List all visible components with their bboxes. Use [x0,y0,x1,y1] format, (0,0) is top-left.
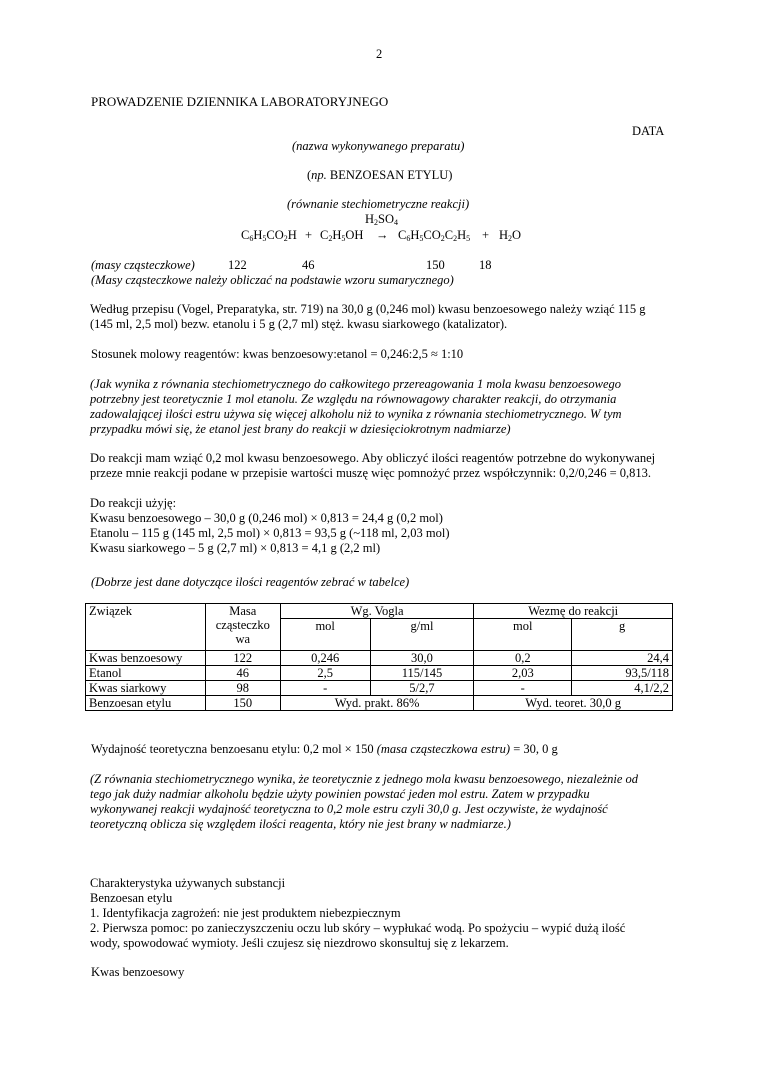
equation-plus-2: + [482,228,490,242]
masses-label: (masy cząsteczkowe) [91,258,195,272]
equation-product-water: $H_2O$ [499,228,522,243]
equation-reactant-benzoic-acid: $C_6H_5CO_2H$ [241,228,297,243]
scaling-paragraph: Do reakcji mam wziąć 0,2 mol kwasu benzoesowego. Aby obliczyć ilości reagentów potrzebne do wykonywanej przeze mnie reakcji podane w przepisie wartości muszę więc pomnożyć przez współczynnik: 0,2/0,246 = 0,813. [90,451,656,480]
mass-ethanol: 46 [302,258,315,272]
example-np: np. [311,168,327,182]
example-prefix: ( [307,168,312,182]
yield-note: (Z równania stechiometrycznego wynika, że teoretycznie z jednego mola kwasu benzoesowego, niezależnie od tego jak duży nadmiar alkoholu będzie użyty powinien powstać jeden mol estru. Zatem w przypadku wykonywanej reakcji wydajność teoretyczna to 0,2 mole estru czyli 30,0 g. Jest oczywiste, że wydajność teoretyczną oblicza się względem ilości reagenta, który nie jest brany w nadmiarze.) [90,772,639,831]
date-label: DATA [632,124,665,138]
table-note: (Dobrze jest dane dotyczące ilości reagentów zebrać w tabelce) [91,575,410,589]
table-row: Kwas siarkowy 98 - 5/2,7 - 4,1/2,2 [86,681,673,696]
reagents-table [85,603,673,711]
equation-reactant-ethanol: $C_2H_5OH$ [320,228,364,243]
usage-heading: Do reakcji użyję: [90,496,177,510]
recipe-paragraph: Według przepisu (Vogel, Preparatyka, str. 719) na 30,0 g (0,246 mol) kwasu benzoesowego należy wziąć 115 g (145 ml, 2,5 mol) bezw. etanolu i 5 g (2,7 ml) stęż. kwasu siarkowego (katalizator). [90,302,646,331]
example-compound [307,168,452,183]
example-name: BENZOESAN ETYLU) [326,168,453,182]
subheader-gml: g/ml [370,619,474,651]
table-row: Kwas benzoesowy 122 0,246 30,0 0,2 24,4 [86,651,673,666]
characteristics-heading: Charakterystyka używanych substancji [90,876,286,890]
subheader-mol: mol [474,619,572,651]
document-heading: PROWADZENIE DZIENNIKA LABORATORYJNEGO [91,94,389,109]
mass-ester: 150 [426,258,445,272]
subheader-mol: mol [280,619,370,651]
substance-name: Kwas benzoesowy [91,965,185,979]
usage-item: Etanolu – 115 g (145 ml, 2,5 mol) × 0,813 = 93,5 g (~118 ml, 2,03 mol) [90,526,450,540]
header-take: Wezmę do reakcji [474,604,673,619]
mass-water: 18 [479,258,492,272]
reagent-usage-list [90,496,675,556]
molar-ratio: Stosunek molowy reagentów: kwas benzoesowy:etanol = 0,246:2,5 ≈ 1:10 [91,347,464,361]
catalyst-formula: $H_2SO_4$ [365,212,399,227]
header-vogel: Wg. Vogla [280,604,474,619]
theoretical-yield: Wydajność teoretyczna benzoesanu etylu: 0,2 mol × 150 (masa cząsteczkowa estru) = 30, 0 g [91,742,558,756]
usage-item: Kwasu benzoesowego – 30,0 g (0,246 mol) × 0,813 = 24,4 g (0,2 mol) [90,511,443,525]
equation-arrow: → [376,228,389,242]
excess-note: (Jak wynika z równania stechiometrycznego do całkowitego przereagowania 1 mola kwasu benzoesowego potrzebny jest teoretycznie 1 mol etanolu. Ze względu na równowagowy charakter reakcji, do otrzymania zadowalającej ilości estru używa się więcej alkoholu niż to wynika z równania stechiometrycznego. W tym przypadku mówi się, że etanol jest brany do reakcji w dziesięciokrotnym nadmiarze) [90,377,622,436]
characteristics-section: Charakterystyka używanych substancji Benzoesan etylu 1. Identyfikacja zagrożeń: nie jest produktem niebezpiecznym 2. Pierwsza pomoc: po zanieczyszczeniu oczu lub skóry – wypłukać wodą. Po spożyciu – wypić dużą ilość wody, spowodować wymioty. Jeśli czujesz się niezdrowo skonsultuj się z lekarzem. [90,876,675,951]
masses-note: (Masy cząsteczkowe należy obliczać na podstawie wzoru sumarycznego) [91,273,454,287]
table-row: Etanol 46 2,5 115/145 2,03 93,5/118 [86,666,673,681]
preparation-name-note: (nazwa wykonywanego preparatu) [292,139,465,153]
page-number: 2 [376,47,383,61]
table-header-row [86,604,673,619]
header-mass: Masa cząsteczko wa [205,604,280,651]
equation-note: (równanie stechiometryczne reakcji) [287,197,470,211]
substance-name: Benzoesan etylu [90,891,173,905]
subheader-g: g [572,619,673,651]
theoretical-yield-cell: Wyd. teoret. 30,0 g [474,696,673,711]
usage-item: Kwasu siarkowego – 5 g (2,7 ml) × 0,813 = 4,1 g (2,2 ml) [90,541,381,555]
table-row: Benzoesan etylu 150 Wyd. prakt. 86% Wyd. teoret. 30,0 g [86,696,673,711]
header-compound: Związek [86,604,206,651]
practical-yield: Wyd. prakt. 86% [280,696,474,711]
equation-product-ester: $C_6H_5CO_2C_2H_5$ [398,228,471,243]
equation-plus-1: + [305,228,313,242]
mass-benzoic-acid: 122 [228,258,247,272]
